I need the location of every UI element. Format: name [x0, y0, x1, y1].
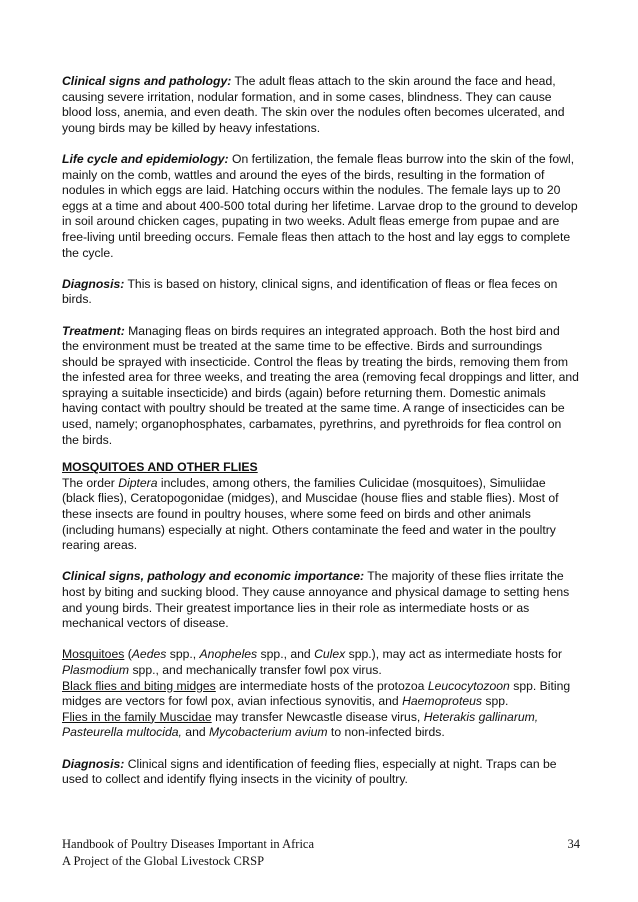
paragraph-label: Clinical signs and pathology:	[62, 74, 232, 88]
paragraph-label: Treatment:	[62, 323, 125, 338]
section-heading: MOSQUITOES AND OTHER FLIES	[62, 460, 258, 475]
paragraph-clinical-economic	[62, 569, 580, 631]
paragraph-fly-diagnosis	[62, 757, 580, 788]
taxon-mycobacterium: Mycobacterium avium	[209, 725, 328, 740]
taxon-aedes: Aedes	[131, 647, 167, 662]
taxon-plasmodium: Plasmodium	[62, 662, 130, 677]
paragraph-mosquitoes	[62, 647, 580, 678]
taxon-heterakis: Heterakis gallinarum,	[423, 709, 539, 724]
paragraph-treatment	[62, 324, 580, 449]
paragraph-text: spp.	[482, 694, 509, 709]
taxon-anopheles: Anopheles	[199, 647, 258, 662]
paragraph-text: This is based on history, clinical signs, and identification of fleas or flea feces on birds.	[62, 276, 558, 307]
paragraph-text: On fertilization, the female fleas burrow into the skin of the fowl, mainly on the comb, wattles and around the eyes of the birds, resulting in the formation of nodules in which eggs are laid. Hatching occurs within the nodules. The female lays up to 20 eggs at a time and about 400-500 total during her lifetime. Larvae drop to the ground to develop in soil around chicken cages, pupating in two weeks. Adult fleas emerge from pupae and are free-living until breeding occurs. Female fleas then attach to the host and lay eggs to complete the cycle.	[62, 151, 578, 260]
paragraph-text: are intermediate hosts of the protozoa	[215, 678, 428, 693]
paragraph-text: spp., and mechanically transfer fowl pox virus.	[129, 662, 382, 677]
paragraph-black-flies	[62, 679, 580, 710]
taxon-culex: Culex	[314, 647, 346, 662]
paragraph-label: Clinical signs, pathology and economic importance:	[62, 569, 365, 584]
paragraph-text: spp. Biting midges are vectors for fowl pox, avian infectious synovitis, and	[62, 678, 571, 709]
page-number: 34	[567, 837, 580, 851]
paragraph-muscidae	[62, 710, 580, 741]
underlined-term: Mosquitoes	[62, 647, 125, 662]
paragraph-diptera	[62, 476, 580, 554]
underlined-term: Flies in the family Muscidae	[62, 709, 212, 724]
taxon-leucocytozoon: Leucocytozoon	[427, 678, 510, 693]
paragraph-text: spp.,	[166, 647, 200, 662]
paragraph-text: (	[124, 647, 132, 662]
paragraph-clinical-signs	[62, 74, 580, 136]
paragraph-text: and	[181, 725, 210, 740]
paragraph-text: The order	[62, 475, 119, 490]
paragraph-label: Diagnosis:	[62, 756, 125, 771]
page-footer	[62, 836, 580, 870]
paragraph-text: Clinical signs and identification of feeding flies, especially at night. Traps can be used to collect and identify flying insects in the vicinity of poultry.	[62, 756, 557, 787]
taxon-haemoproteus: Haemoproteus	[402, 694, 483, 709]
paragraph-life-cycle	[62, 152, 580, 261]
footer-book-title: Handbook of Poultry Diseases Important in Africa	[62, 837, 315, 851]
paragraph-text: includes, among others, the families Culicidae (mosquitoes), Simuliidae (black flies), Ceratopogonidae (midges), and Muscidae (house flies and stable flies). Most of these insects are found in poultry houses, where some feed on birds and other animals (including humans) especially at night. Others contaminate the feed and water in the poultry rearing areas.	[62, 475, 559, 553]
paragraph-text: The majority of these flies irritate the host by biting and sucking blood. They cause annoyance and physical damage to setting hens and young birds. Their greatest importance lies in their role as intermediate hosts or as mechanical vectors of disease.	[62, 569, 570, 631]
paragraph-text: The adult fleas attach to the skin around the face and head, causing severe irritation, nodular formation, and in some cases, blindness. They can cause blood loss, anemia, and even death. The skin over the nodules often becomes ulcerated, and young birds may be killed by heavy infestations.	[62, 74, 565, 135]
taxon-diptera: Diptera	[118, 475, 158, 490]
paragraph-diagnosis	[62, 277, 580, 308]
underlined-term: Black flies and biting midges	[62, 678, 216, 693]
footer-project: A Project of the Global Livestock CRSP	[62, 854, 265, 868]
paragraph-text: Managing fleas on birds requires an integrated approach. Both the host bird and the environment must be treated at the same time to be effective. Birds and surroundings should be sprayed with insecticide. Control the fleas by treating the birds, removing them from the infested area for three weeks, and treating the area (removing fecal droppings and litter, and spraying a suitable insecticide) and birds (again) before returning them. Domestic animals having contact with poultry should be treated at the same time. A range of insecticides can be used, namely; organophosphates, carbamates, pyrethrins, and pyrethroids for flea control on the birds.	[62, 323, 579, 447]
paragraph-label: Life cycle and epidemiology:	[62, 151, 229, 166]
paragraph-text: to non-infected birds.	[327, 725, 445, 740]
paragraph-text: may transfer Newcastle disease virus,	[211, 709, 424, 724]
document-body	[62, 74, 580, 803]
paragraph-text: spp.), may act as intermediate hosts for	[345, 647, 563, 662]
paragraph-text: spp., and	[257, 647, 315, 662]
taxon-pasteurella: Pasteurella multocida,	[62, 725, 182, 740]
paragraph-label: Diagnosis:	[62, 276, 125, 291]
